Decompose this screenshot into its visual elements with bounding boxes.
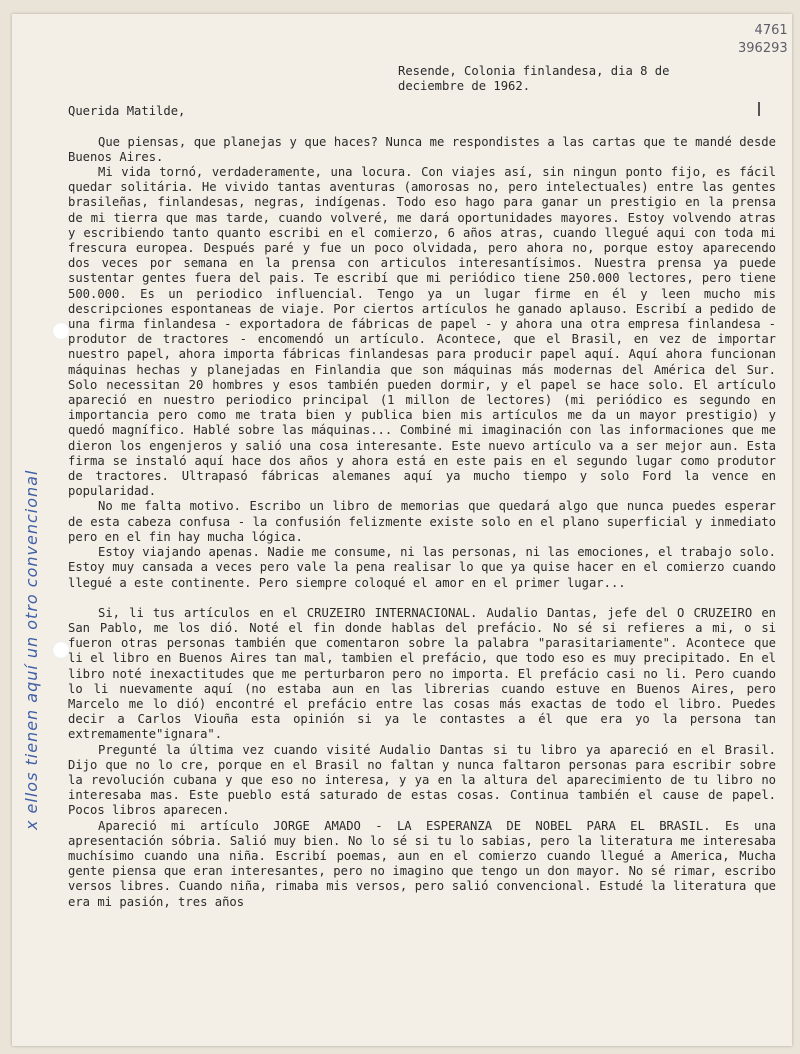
paragraph-2: Mi vida tornó, verdaderamente, una locura. Con viajes así, sin ningun ponto fijo, es fácil quedar solitária. He vivido tantas aventuras (amorosas no, pero intelectuales) entre las gentes brasileñas, finlandesas, negras, indígenas. Todo eso hago para ganar un prestigio en la prensa de mi tierra que mas tarde, cuando volveré, me dará oportunidades mayores. Estoy volvendo atras y escribiendo tanto quanto escribi en el comierzo, 6 años atras, cuando llegué aqui con toda mi frescura europea. Después paré y fue un poco olvidada, pero ahora no, porque estoy aparecendo dos veces por semana en la prensa con articulos interesantísimos. Nuestra prensa ya puede sustentar gentes fuera del pais. Te escribí que mi periódico tiene 250.000 lectores, pero tiene 500.000. Es un periodico influencial. Tengo ya un lugar firme en él y leen mucho mis descripciones espontaneas de viaje. Por ciertos artículos he ganado aplauso. Escribí a pedido de una firma finlandesa - exportadora de fábricas de papel - y ahora una otra empresa finlandesa - produtor de tractores - encomendó un artículo. Acontece, que el Brasil, en vez de importar nuestro papel, ahora importa fábricas finlandesas para producir papel aquí. Aquí ahora funcionan máquinas hechas y planejadas en Finlandia que son máquinas más modernas del América del Sur. Solo necessitan 20 hombres y esos también pueden dormir, y el papel se hace solo. El artículo apareció en nuestro periodico principal (1 millon de lectores) (mi periódico es segundo en importancia pero como me trata bien y publica bien mis artículos me da un mayor prestigio) y quedó magnífico. Hablé sobre las máquinas... Combiné mi imaginación con las informaciones que me dieron los engenjeros y salió una cosa interesante. Este nuevo artículo va a ser mejor aun. Esta firma se instaló aquí hace dos años y ahora está en este pais en el segundo lugar como produtor de tractores. Ultrapasó fábricas alemanes aquí ya mucho tiempo y solo Ford la vence en popularidad. bbox=[68, 165, 776, 499]
archive-codes bbox=[738, 22, 788, 58]
paragraph-4: Estoy viajando apenas. Nadie me consume, ni las personas, ni las emociones, el trabajo solo. Estoy muy cansada a veces pero vale la pena realisar lo que ya quise hacer en el comierzo cuando llegué a este continente. Pero siempre coloqué el amor en el primer lugar... bbox=[68, 545, 776, 590]
greeting: Querida Matilde, bbox=[68, 104, 186, 119]
letter-body bbox=[68, 64, 776, 910]
archive-code-2: 396293 bbox=[738, 41, 788, 56]
paragraph-3: No me falta motivo. Escribo un libro de memorias que quedará algo que nunca puedes esperar de esta cabeza confusa - la confusión felizmente existe solo en el plano superficial y inmediato pero en el fin hay mucha lógica. bbox=[68, 499, 776, 544]
paragraph-5: Si, li tus artículos en el CRUZEIRO INTERNACIONAL. Audalio Dantas, jefe del O CRUZEIRO en San Pablo, me los dió. Noté el fin donde hablas del prefácio. No sé si refieres a mi, o si fueron otras personas también que comentaron sobre la palabra "parasitariamente". Acontece que li el libro en Buenos Aires tan mal, tambien el prefácio, que todo eso es muy precipitado. En el libro noté inexactitudes que me perturbaron pero no importa. El prefácio casi no li. Pero cuando lo li nuevamente aquí (no estaba aun en las librerias cuando estuve en Buenos Aires, pero Marcelo me lo dió) encontré el prefácio entre las cosas más exactas de todo el libro. Puedes decir a Carlos Viouña esta opinión si ya le contastes a él que era yo la persona tan extremamente"ignara". bbox=[68, 605, 776, 742]
handwritten-margin-note: x ellos tienen aquí un otro convencional bbox=[22, 469, 41, 830]
paragraph-7: Apareció mi artículo JORGE AMADO - LA ESPERANZA DE NOBEL PARA EL BRASIL. Es una apresentación sóbria. Salió muy bien. No lo sé si tu lo sabias, pero la literatura me interesaba muchísimo cuando una niña. Escribí poemas, aun en el comierzo cuando llegué a America, Mucha gente piensa que eran interesantes, pero no imagino que tengo un don mayor. No sé rimar, escribo versos libres. Cuando niña, rimaba mis versos, pero salió convencional. Estudé la literatura que era mi pasión, tres años bbox=[68, 818, 776, 909]
paragraph-6: Pregunté la última vez cuando visité Audalio Dantas si tu libro ya apareció en el Brasil. Dijo que no lo cre, porque en el Brasil no faltan y nunca faltaron personas para escribir sobre la revolución cubana y que eso no interesa, y ya en la altura del aparecimiento de tu libro no interesaba mas. Este pueblo está saturado de estas cosas. Continua también el cause de papel. Pocos libros aparecen. bbox=[68, 742, 776, 818]
paragraph-1: Que piensas, que planejas y que haces? Nunca me respondistes a las cartas que te mandé desde Buenos Aires. bbox=[68, 134, 776, 164]
dateline: Resende, Colonia finlandesa, dia 8 de deciembre de 1962. bbox=[398, 64, 670, 94]
archive-code-1: 4761 bbox=[754, 23, 788, 38]
